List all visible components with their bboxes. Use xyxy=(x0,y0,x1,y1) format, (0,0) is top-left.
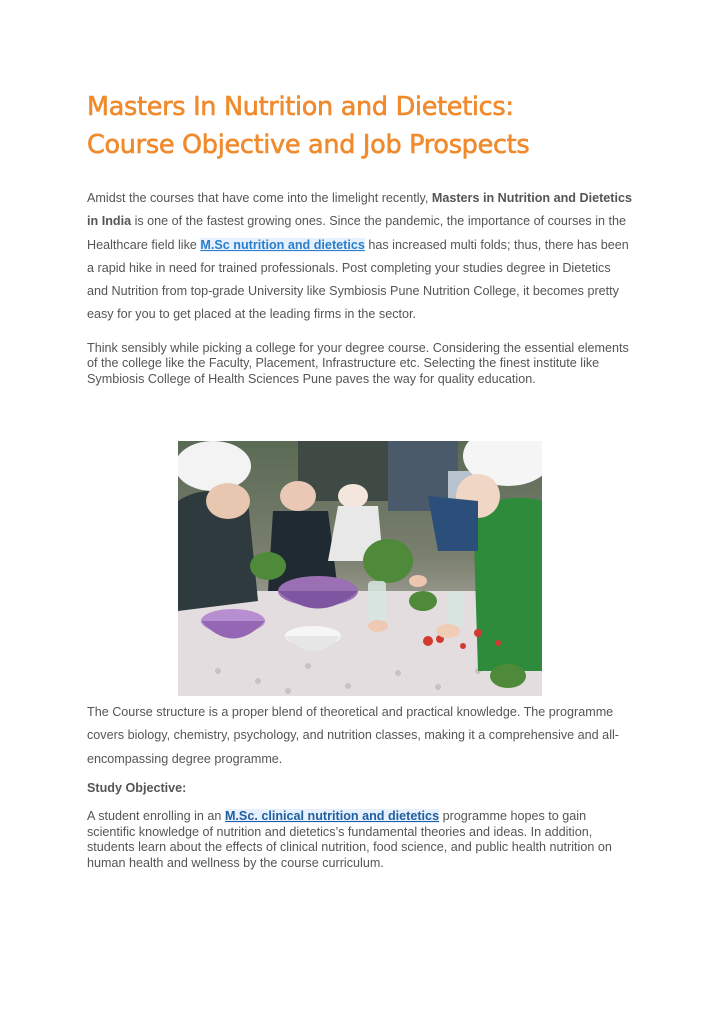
cooking-class-photo xyxy=(178,441,542,696)
msc-nutrition-link[interactable]: M.Sc nutrition and dietetics xyxy=(200,237,365,252)
study-text-1: A student enrolling in an xyxy=(87,809,225,823)
msc-clinical-nutrition-link[interactable]: M.Sc. clinical nutrition and dietetics xyxy=(224,809,440,823)
course-structure-paragraph: The Course structure is a proper blend of theoretical and practical knowledge. The programme covers biology, chemistry, psychology, and nutrition classes, making it a comprehensive and all-encompassing degree programme. xyxy=(87,705,619,766)
document-body xyxy=(87,88,632,388)
study-objective-paragraph xyxy=(87,809,632,871)
study-text-2: programme hopes to gain scientific knowledge of nutrition and dietetics’s fundamental theories and ideas. In addition, students learn about the effects of clinical nutrition, food science, and public health nutrition on human health and wellness by the course curriculum. xyxy=(87,809,612,870)
intro-text-1: Amidst the courses that have come into the limelight recently, xyxy=(87,191,432,205)
college-paragraph: Think sensibly while picking a college for your degree course. Considering the essential elements of the college like the Faculty, Placement, Infrastructure etc. Selecting the finest institute like Symbiosis College of Health Sciences Pune paves the way for quality education. xyxy=(87,340,629,386)
intro-text-2: is one of the fastest growing ones. Since the pandemic, the importance of courses in the Healthcare field like xyxy=(87,214,627,252)
study-objective-heading: Study Objective: xyxy=(87,781,187,795)
intro-bold-phrase: Masters in Nutrition and Dietetics in India xyxy=(87,191,632,229)
page-title xyxy=(87,88,632,164)
intro-text-3: has increased multi folds; thus, there has been a rapid hike in need for trained professionals. Post completing your studies degree in Dietetics and Nutrition from top-grade University like Symbiosis Pune Nutrition College, it becomes pretty easy for you to get placed at the leading firms in the sector. xyxy=(87,237,629,322)
title-line-1: Masters In Nutrition and Dietetics: xyxy=(87,92,514,122)
title-line-2: Course Objective and Job Prospects xyxy=(87,130,530,160)
intro-paragraph xyxy=(87,187,632,327)
